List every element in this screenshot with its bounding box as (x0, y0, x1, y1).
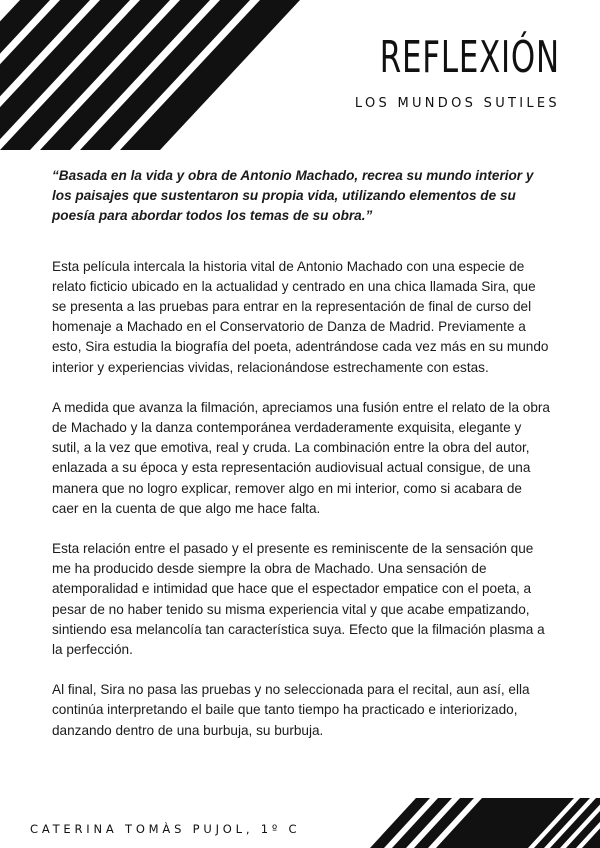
striped-corner-decoration-bottom (370, 798, 600, 848)
paragraph-1: Esta película intercala la historia vital de Antonio Machado con una especie de relato ficticio ubicado en la actualidad y centrado en una chica llamada Sira, que se presenta a las pruebas para entrar en la representación de final de curso del homenaje a Machado en el Conservatorio de Danza de Madrid. Previamente a esto, Sira estudia la biografía del poeta, adentrándose cada vez más en su mundo interior y experiencias vividas, relacionándose estrechamente con estas. (52, 258, 549, 375)
intro-quote: “Basada en la vida y obra de Antonio Machado, recrea su mundo interior y los paisajes que sustentaron su propia vida, utilizando elementos de su poesía para abordar todos los temas de su obra.” (52, 168, 534, 224)
page-subtitle: LOS MUNDOS SUTILES (354, 96, 560, 111)
striped-corner-decoration-top (0, 0, 300, 150)
paragraph-2: A medida que avanza la filmación, apreciamos una fusión entre el relato de la obra de Machado y la danza contemporánea verdaderamente exquisita, elegante y sutil, a la vez que emotiva, real y cruda. La combinación entre la obra del autor, enlazada a su época y esta representación audiovisual actual consigue, de una manera que no logro explicar, remover algo en mi interior, como si acabara de caer en la cuenta de que algo me hace falta. (52, 399, 550, 516)
article-body (52, 166, 552, 761)
page-title: REFLEXIÓN (379, 32, 560, 83)
paragraph-3: Esta relación entre el pasado y el presente es reminiscente de la sensación que me ha producido desde siempre la obra de Machado. Una sensación de atemporalidad e intimidad que hace que el espectador empatice con el poeta, a pesar de no haber tenido su misma experiencia vital y que acabe empatizando, sintiendo esa melancolía tan característica suya. Efecto que la filmación plasma a la perfección. (52, 541, 545, 658)
author-footer: CATERINA TOMÀS PUJOL, 1º C (30, 822, 301, 836)
paragraph-4: Al final, Sira no pasa las pruebas y no seleccionada para el recital, aun así, ella continúa interpretando el baile que tanto tiempo ha practicado e interiorizado, danzando dentro de una burbuja, su burbuja. (52, 682, 530, 738)
